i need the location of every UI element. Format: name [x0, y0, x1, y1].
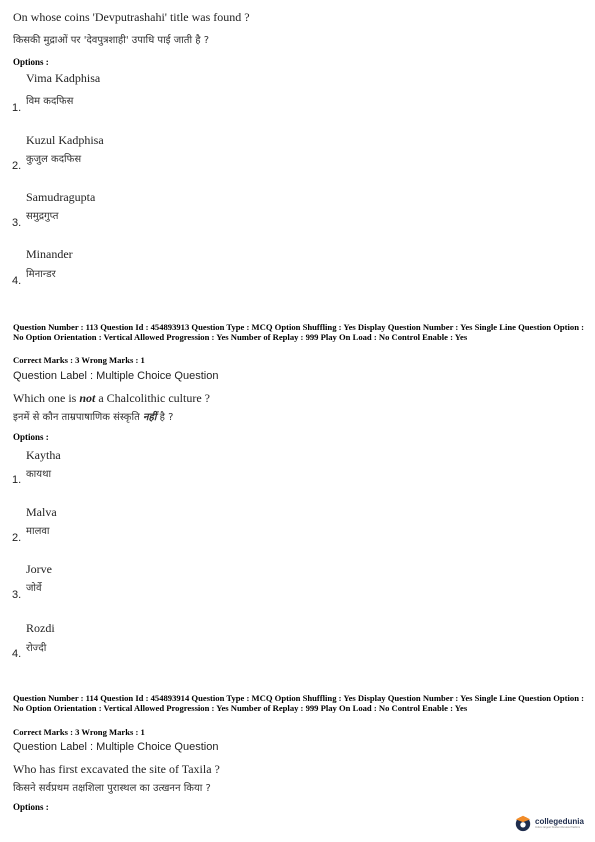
q113-option-1-number: 1. — [12, 474, 22, 486]
q113-option-2-hi[interactable]: मालवा — [26, 526, 50, 537]
q112-option-1-number: 1. — [12, 102, 22, 114]
question-112-text-hi: किसकी मुद्राओं पर 'देवपुत्रशाही' उपाधि पाई जाती है ? — [13, 35, 210, 46]
q113-option-3-hi[interactable]: जोर्वे — [26, 583, 42, 594]
question-113-text-en — [13, 391, 210, 406]
q112-option-2-en[interactable]: Kuzul Kadphisa — [26, 133, 104, 147]
q112-option-1-hi[interactable]: विम कदफिस — [26, 96, 74, 107]
q112-option-2-number: 2. — [12, 160, 22, 172]
q112-option-3-hi[interactable]: समुद्रगुप्त — [26, 211, 59, 222]
question-112-options-label: Options : — [13, 57, 49, 67]
q113-option-2-en[interactable]: Malva — [26, 505, 57, 519]
q112-option-4-en[interactable]: Minander — [26, 247, 73, 261]
q112-option-3-number: 3. — [12, 217, 22, 229]
q113-option-1-en[interactable]: Kaytha — [26, 448, 61, 462]
q112-option-1-en[interactable]: Vima Kadphisa — [26, 71, 101, 85]
question-114-text-en: Who has first excavated the site of Taxila ? — [13, 762, 220, 776]
logo-tagline: India's largest Student Review Platform — [535, 826, 581, 829]
question-113-label: Question Label : Multiple Choice Question — [13, 370, 219, 382]
question-113-options-label: Options : — [13, 432, 49, 442]
question-113-marks: Correct Marks : 3 Wrong Marks : 1 — [13, 355, 145, 365]
question-112-text-en: On whose coins 'Devputrashahi' title was found ? — [13, 10, 250, 24]
q113-option-3-number: 3. — [12, 589, 22, 601]
q113-option-4-hi[interactable]: रोज्दी — [26, 643, 47, 654]
question-113-hi-pre: इनमें से कौन ताम्रपाषाणिक संस्कृति — [13, 412, 143, 423]
question-113-en-emphasis: not — [79, 391, 96, 405]
q113-option-3-en[interactable]: Jorve — [26, 562, 52, 576]
logo-name: collegedunia — [535, 817, 584, 826]
graduate-icon — [514, 814, 532, 832]
question-113-text-hi — [13, 409, 173, 423]
question-113-hi-emphasis: नहीं — [142, 412, 157, 423]
question-114-text-hi: किसने सर्वप्रथम तक्षशिला पुरास्थल का उत्खनन किया ? — [13, 783, 211, 794]
question-113-en-post: a Chalcolithic culture ? — [95, 391, 210, 405]
question-114-meta: Question Number : 114 Question Id : 454893914 Question Type : MCQ Option Shuffling : Yes Display Question Number : Yes Single Line Question Option : No Option Orientation : Vertical Allowed Progression : Yes Number of Replay : 999 Play On Load : No Control Enable : Yes — [13, 693, 584, 713]
question-113-hi-post: है ? — [156, 412, 174, 423]
q113-option-4-en[interactable]: Rozdi — [26, 621, 55, 635]
q113-option-2-number: 2. — [12, 532, 22, 544]
q113-option-4-number: 4. — [12, 648, 22, 660]
q112-option-2-hi[interactable]: कुजुल कदफिस — [26, 154, 82, 165]
question-114-options-label: Options : — [13, 802, 49, 812]
question-114-label: Question Label : Multiple Choice Question — [13, 741, 219, 753]
q112-option-4-number: 4. — [12, 275, 22, 287]
question-113-en-pre: Which one is — [13, 391, 80, 405]
collegedunia-logo — [514, 812, 590, 834]
question-114-marks: Correct Marks : 3 Wrong Marks : 1 — [13, 727, 145, 737]
question-113-meta: Question Number : 113 Question Id : 454893913 Question Type : MCQ Option Shuffling : Yes Display Question Number : Yes Single Line Question Option : No Option Orientation : Vertical Allowed Progression : Yes Number of Replay : 999 Play On Load : No Control Enable : Yes — [13, 322, 584, 342]
q112-option-4-hi[interactable]: मिनान्डर — [26, 269, 56, 280]
q113-option-1-hi[interactable]: कायथा — [26, 469, 52, 480]
q112-option-3-en[interactable]: Samudragupta — [26, 190, 96, 204]
